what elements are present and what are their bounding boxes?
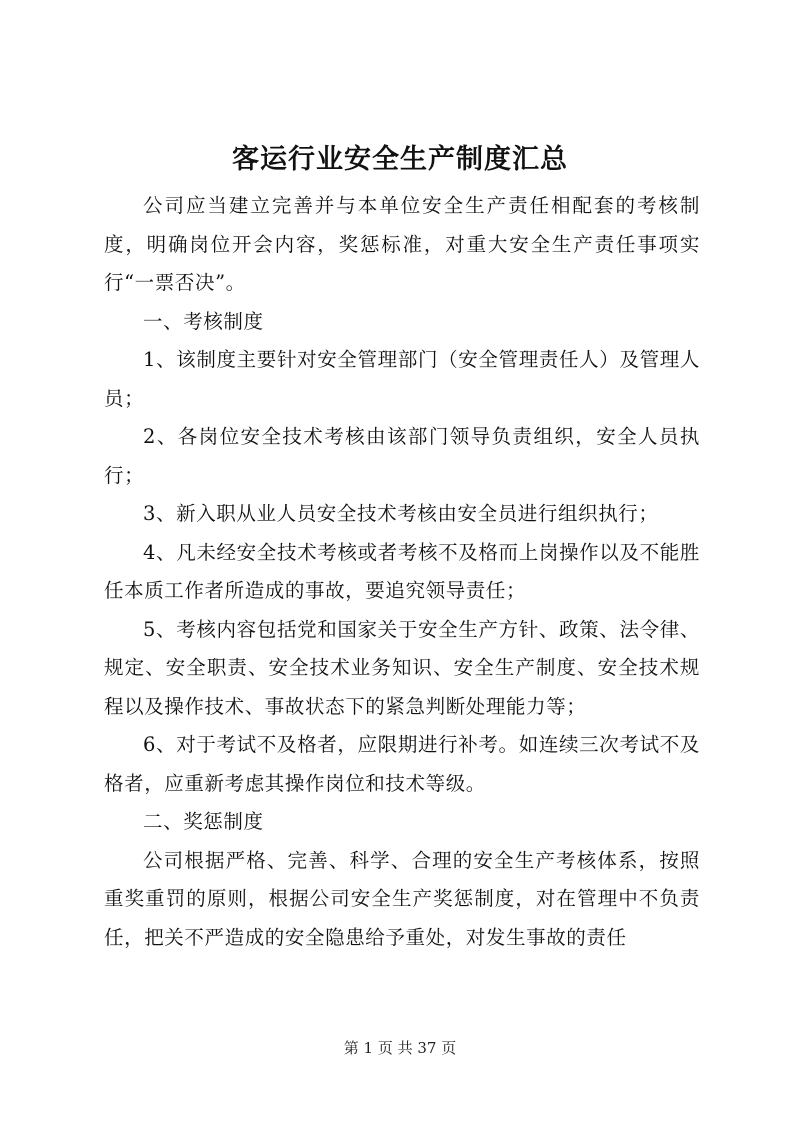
assessment-item-1: 1、该制度主要针对安全管理部门（安全管理责任人）及管理人员； [104, 348, 700, 410]
assessment-item-6: 6、对于考试不及格者，应限期进行补考。如连续三次考试不及格者，应重新考虑其操作岗位和技术等级。 [104, 733, 700, 795]
page-number-footer: 第 1 页 共 37 页 [343, 1039, 457, 1057]
assessment-item-5: 5、考核内容包括党和国家关于安全生产方针、政策、法令律、规定、安全职责、安全技术业务知识、安全生产制度、安全技术规程以及操作技术、事故状态下的紧急判断处理能力等； [104, 617, 700, 718]
intro-paragraph: 公司应当建立完善并与本单位安全生产责任相配套的考核制度，明确岗位开会内容，奖惩标准，对重大安全生产责任事项实行“一票否决”。 [104, 194, 700, 294]
page-title: 客运行业安全生产制度汇总 [232, 144, 568, 175]
document-body [104, 187, 700, 957]
section-heading-assessment: 一、考核制度 [143, 309, 264, 333]
rewards-paragraph: 公司根据严格、完善、科学、合理的安全生产考核体系，按照重奖重罚的原则，根据公司安全生产奖惩制度，对在管理中不负责任，把关不严造成的安全隐患给予重处，对发生事故的责任 [104, 848, 700, 949]
assessment-item-4: 4、凡未经安全技术考核或者考核不及格而上岗操作以及不能胜任本质工作者所造成的事故，要追究领导责任； [104, 540, 700, 602]
assessment-item-2: 2、各岗位安全技术考核由该部门领导负责组织，安全人员执行； [104, 425, 700, 487]
section-heading-rewards: 二、奖惩制度 [143, 810, 264, 833]
assessment-item-3: 3、新入职从业人员安全技术考核由安全员进行组织执行； [143, 502, 659, 525]
